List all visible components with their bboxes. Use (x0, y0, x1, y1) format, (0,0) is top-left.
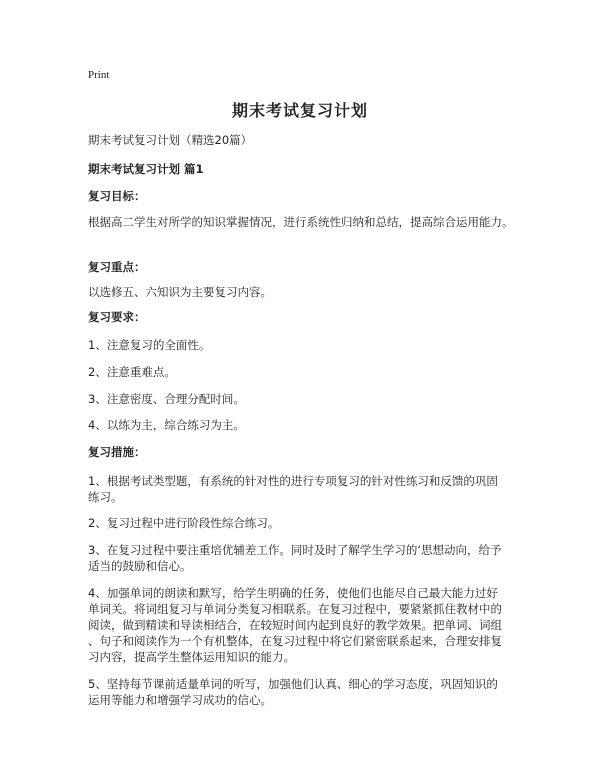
measure-item-2-line-1: 2、复习过程中进行阶段性综合练习。 (88, 516, 280, 530)
measure-item-3-line-1: 3、在复习过程中要注重培优辅差工作。同时及时了解学生学习的‘思想动向，给予 (88, 543, 502, 557)
requirement-item-3: 3、注意密度、合理分配时间。 (88, 392, 245, 406)
focus-text: 以选修五、六知识为主要复习内容。 (88, 285, 272, 299)
requirement-item-4: 4、以练为主，综合练习为主。 (88, 418, 245, 432)
document-title: 期末考试复习计划 (231, 101, 368, 120)
measure-item-3-line-2: 适当的鼓励和信心。 (88, 559, 192, 573)
goal-text: 根据高二学生对所学的知识掌握情况，进行系统性归纳和总结，提高综合运用能力。 (88, 215, 514, 229)
requirements-heading: 复习要求： (88, 310, 146, 324)
measure-item-4-line-5: 习内容，提高学生整体运用知识的能力。 (88, 650, 295, 664)
measure-item-4-line-1: 4、加强单词的朗读和默写，给学生明确的任务，使他们也能尽自己最大能力过好 (88, 586, 498, 600)
requirement-item-2: 2、注意重难点。 (88, 365, 176, 379)
section-title: 期末考试复习计划 篇1 (88, 162, 204, 176)
measure-item-5-line-1: 5、坚持每节课前适量单词的听写，加强他们认真、细心的学习态度，巩固知识的 (88, 677, 498, 691)
measures-heading: 复习措施： (88, 445, 146, 459)
goal-heading: 复习目标： (88, 189, 146, 203)
focus-heading: 复习重点： (88, 260, 146, 274)
print-link[interactable]: Print (88, 69, 110, 81)
measure-item-4-line-3: 阅读，做到精读和导读相结合，在较短时间内起到良好的教学效果。把单词、词组 (88, 618, 502, 632)
measure-item-4-line-2: 单词关。将词组复习与单词分类复习相联系。在复习过程中，要紧紧抓住教材中的 (88, 602, 502, 616)
measure-item-5-line-2: 运用等能力和增强学习成功的信心。 (88, 693, 272, 707)
requirement-item-1: 1、注意复习的全面性。 (88, 338, 211, 352)
measure-item-1-line-2: 练习。 (88, 490, 123, 504)
document-subtitle: 期末考试复习计划（精选20篇） (88, 133, 253, 147)
measure-item-4-line-4: 、句子和阅读作为一个有机整体，在复习过程中将它们紧密联系起来，合理安排复 (88, 634, 502, 648)
measure-item-1-line-1: 1、根据考试类型题，有系统的针对性的进行专项复习的针对性练习和反馈的巩固 (88, 474, 498, 488)
